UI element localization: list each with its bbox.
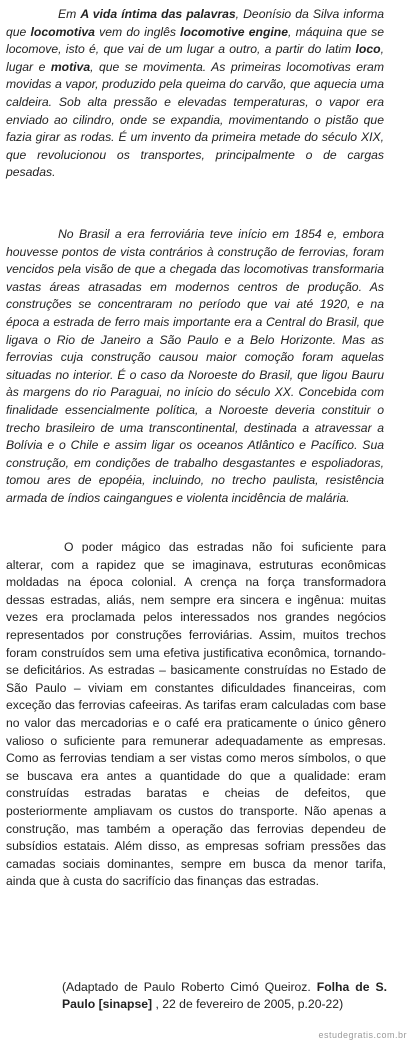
p1-text-6: , que se movimenta. As primeiras locomotivas eram movidas a vapor, produzido pela queima do carvão, que aquecia uma caldeira. Sob alta pressão e elevadas temperaturas, o vapor era enviado ao cilindro, onde se expandia, movimentando o pistão que fazia girar as rodas. É um invento da primeira metade do século XIX, que revolucionou os transportes, principalmente o de cargas pesadas. (6, 59, 384, 180)
site-watermark: estudegratis.com.br (318, 1030, 407, 1040)
paragraph-magic-power-roads: O poder mágico das estradas não foi suficiente para alterar, com a rapidez que se imaginava, estruturas econômicas moldadas na época colonial. A crença na força transformadora dessas estradas, aliás, nem sempre era sincera e ingênua: muitas vezes era proclamada pelos interessados nos grandes negócios representados por construções ferroviárias. Assim, muitos trechos foram construídos sem uma efetiva justificativa econômica, tornando-se deficitários. As estradas – basicamente construídas no Estado de São Paulo – viviam em constantes dificuldades financeiras, com exceção das ferrovias cafeeiras. As tarifas eram calculadas com base no valor das mercadorias e o café era praticamente o único gênero valioso o suficiente para remunerar adequadamente as empresas. Como as ferrovias tendiam a ser vistas como meros símbolos, o que se buscava era antes a quantidade do que a qualidade: eram construídas estradas baratas e cheias de defeitos, que posteriormente ampliavam os custos do transporte. Não apenas a construção, mas também a operação das ferrovias dependeu de subsídios estatais. Além disso, as empresas sofriam pressões das camadas sociais dominantes, sempre em busca da menor tarifa, ainda que à custa do sacrifício das finanças das estradas. (6, 540, 386, 889)
p1-term-locomotive-engine: locomotive engine (180, 24, 288, 39)
p1-text-2: , Deonísio da Silva informa que (6, 7, 384, 39)
source-citation (62, 979, 387, 1013)
source-publication: Folha de S. Paulo [sinapse] (62, 980, 387, 1011)
p1-text-4: , máquina que se locomove, isto é, que vai de um lugar a outro, a partir do latim (6, 24, 384, 57)
source-suffix: , 22 de fevereiro de 2005, p.20-22) (152, 997, 344, 1011)
p1-term-locomotiva: locomotiva (30, 24, 95, 39)
p1-text-1: Em (58, 7, 81, 21)
p1-term-loco: loco (355, 42, 381, 57)
p1-text-5: , lugar e (6, 42, 384, 74)
paragraph-locomotiva-etymology (6, 6, 384, 182)
source-prefix: (Adaptado de Paulo Roberto Cimó Queiroz. (62, 980, 317, 994)
p1-text-3: vem do inglês (94, 24, 181, 39)
paragraph-brazil-railways: No Brasil a era ferroviária teve início em 1854 e, embora houvesse pontos de vista contrários à construção de ferrovias, foram vencidos pela visão de que a chegada das locomotivas transformaria vastas áreas atrasadas em modernos centros de produção. As construções se concentraram no período que vai até 1920, e na época a estrada de ferro mais importante era a Central do Brasil, que ligava o Rio de Janeiro a São Paulo e a Belo Horizonte. Mas as ferrovias cuja construção causou maior comoção foram aquelas situadas no interior. É o caso da Noroeste do Brasil, que ligou Bauru às margens do rio Paraguai, no início do século XX. Concebida com finalidade essencialmente política, a Noroeste deveria constituir o trecho brasileiro de uma transcontinental, destinada a atravessar a Bolívia e o Chile e assim ligar os oceanos Atlântico e Pacífico. Sua construção, em condições de trabalho desgastantes e espoliadoras, tomou ares de epopéia, incluindo, no trecho paulista, resistência armada de índios caingangues e violenta incidência de malária. (6, 227, 384, 505)
p1-book-title: A vida íntima das palavras (80, 7, 236, 21)
p1-term-motiva: motiva (50, 59, 91, 74)
